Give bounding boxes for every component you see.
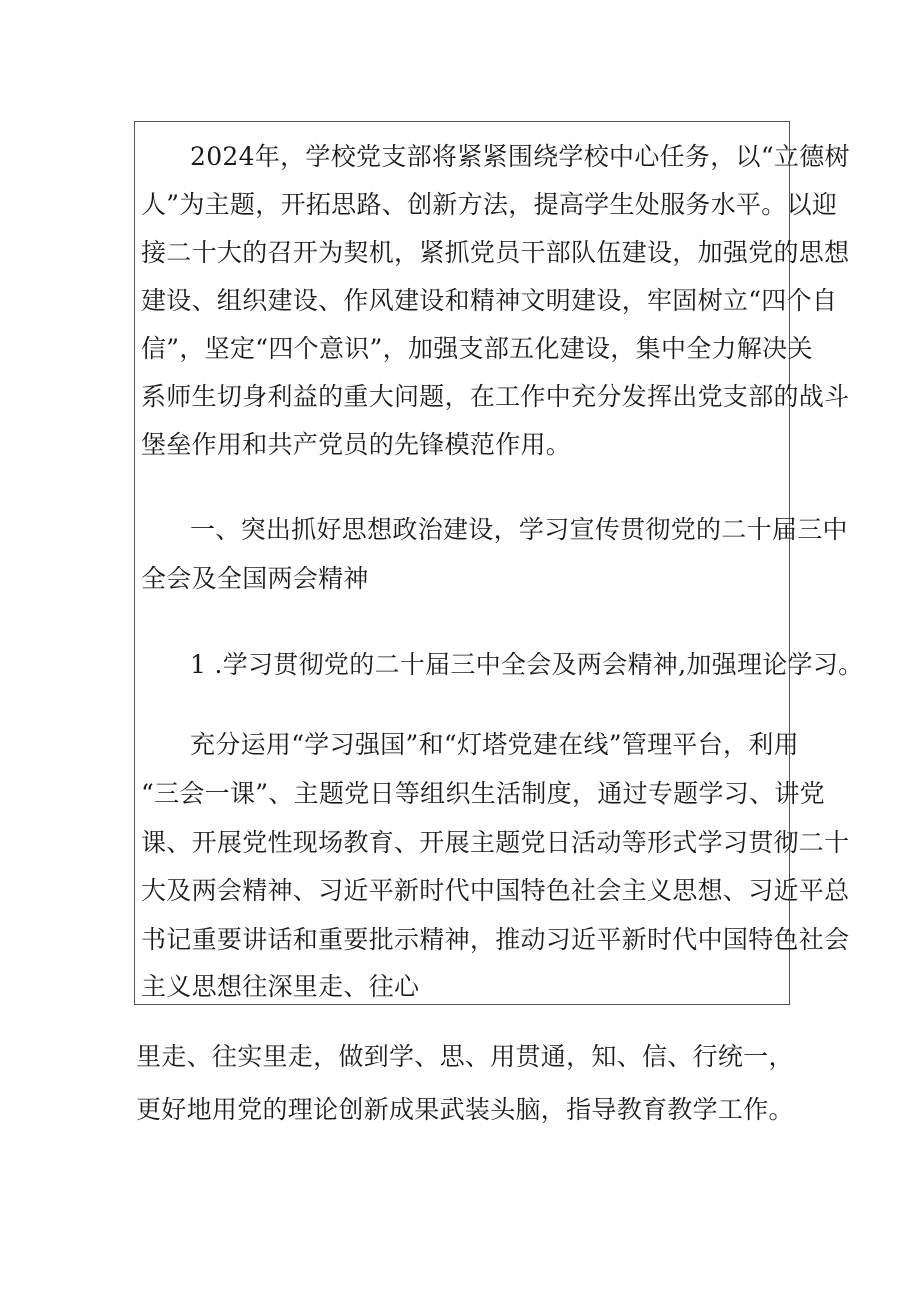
paragraph-1-line-6: 系师生切身利益的重大问题，在工作中充分发挥出党支部的战斗	[141, 382, 850, 411]
paragraph-2-line-3: 课、开展党性现场教育、开展主题党日活动等形式学习贯彻二十	[141, 828, 850, 857]
paragraph-2-line-2: “三会一课”、主题党日等组织生活制度，通过专题学习、讲党	[141, 779, 825, 808]
continuation-line-2: 更好地用党的理论创新成果武装头脑，指导教育教学工作。	[136, 1095, 794, 1124]
paragraph-2-line-5: 书记重要讲话和重要批示精神，推动习近平新时代中国特色社会	[141, 925, 850, 954]
paragraph-1-line-7: 堡垒作用和共产党员的先锋模范作用。	[141, 430, 572, 459]
paragraph-1-line-1: 2024年，学校党支部将紧紧围绕学校中心任务，以“立德树	[190, 142, 850, 171]
paragraph-1-line-4: 建设、组织建设、作风建设和精神文明建设，牢固树立“四个自	[141, 286, 838, 315]
paragraph-2-line-1: 充分运用“学习强国”和“灯塔党建在线”管理平台，利用	[190, 730, 799, 759]
subheading-1: 1 .学习贯彻党的二十届三中全会及两会精神,加强理论学习。	[190, 650, 864, 679]
paragraph-1-line-2: 人”为主题，开拓思路、创新方法，提高学生处服务水平。以迎	[141, 190, 838, 219]
section-heading-line-2: 全会及全国两会精神	[141, 564, 369, 593]
paragraph-2-line-4: 大及两会精神、习近平新时代中国特色社会主义思想、习近平总	[141, 876, 850, 905]
continuation-line-1: 里走、往实里走，做到学、思、用贯通，知、信、行统一，	[136, 1042, 794, 1071]
paragraph-1-line-5: 信”，坚定“四个意识”，加强支部五化建设，集中全力解决关	[141, 334, 813, 363]
paragraph-1-line-3: 接二十大的召开为契机，紧抓党员干部队伍建设，加强党的思想	[141, 238, 850, 267]
section-heading-line-1: 一、突出抓好思想政治建设，学习宣传贯彻党的二十届三中	[190, 515, 848, 544]
paragraph-2-line-6: 主义思想往深里走、往心	[141, 972, 420, 1001]
